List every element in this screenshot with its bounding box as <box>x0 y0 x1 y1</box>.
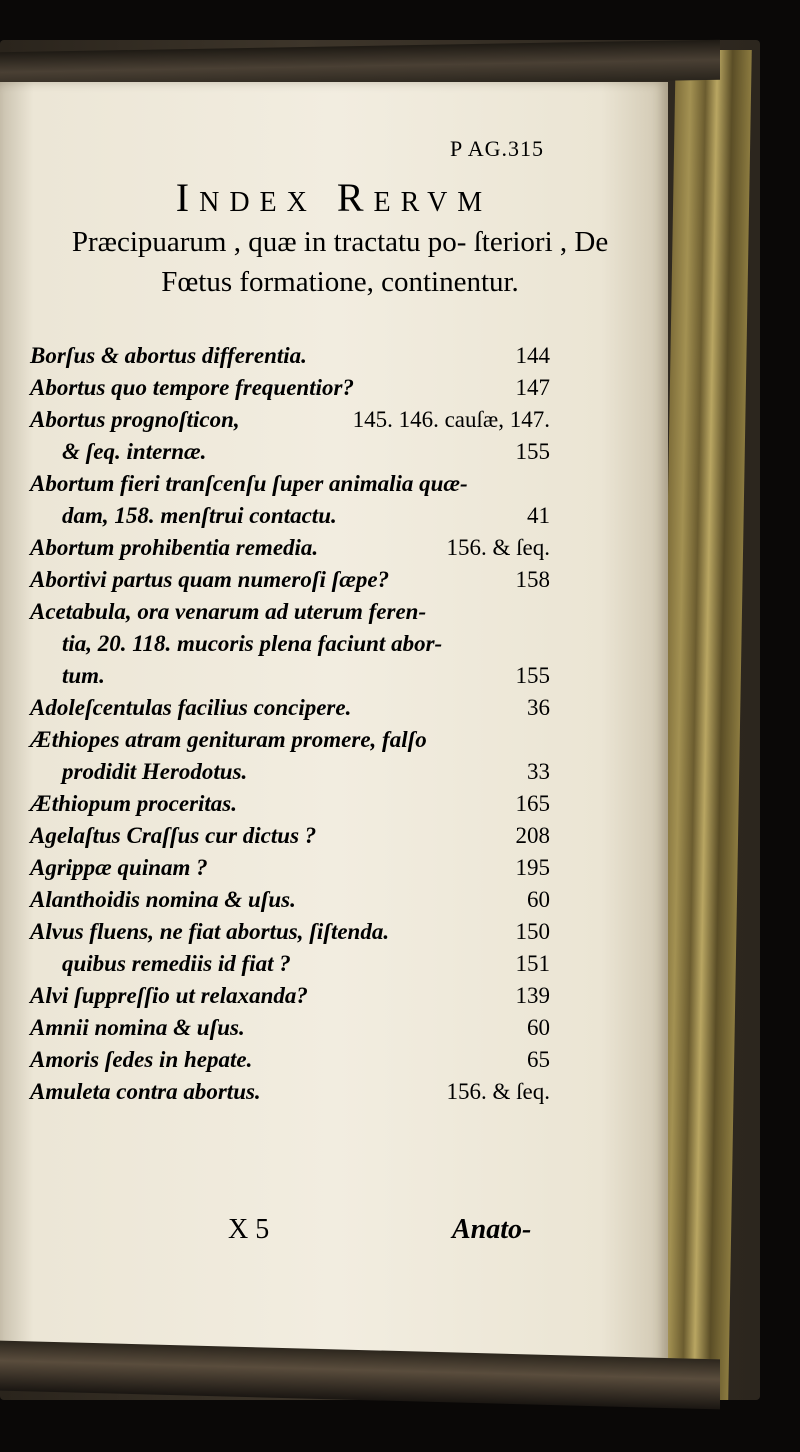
entry-name: Amoris ſedes in hepate. <box>30 1047 253 1072</box>
index-entry <box>30 404 550 468</box>
index-entry <box>30 1044 550 1076</box>
entry-page-ref: 195 <box>515 855 550 880</box>
entry-page-ref: 139 <box>515 983 550 1008</box>
index-entry <box>30 884 550 916</box>
entry-page-ref: 33 <box>527 759 550 784</box>
index-entry <box>30 852 550 884</box>
index-entry <box>30 916 550 948</box>
entry-name: Alvus fluens, ne fiat abortus, ſiſtenda. <box>30 919 390 944</box>
entry-page-ref: 41 <box>527 503 550 528</box>
entry-page-ref: 165 <box>515 791 550 816</box>
entry-name: Æthiopes atram genituram promere, falſo <box>30 727 427 752</box>
entry-page-ref: 60 <box>527 1015 550 1040</box>
entry-page-ref: 145. 146. cauſæ, 147. <box>352 407 550 432</box>
index-entry <box>30 948 550 980</box>
entry-page-ref: 208 <box>515 823 550 848</box>
entry-name: Abortus quo tempore frequentior? <box>30 375 354 400</box>
entry-page-ref: 155 <box>515 439 550 464</box>
index-entry <box>30 980 550 1012</box>
entry-name: Agrippæ quinam ? <box>30 855 208 880</box>
index-entry <box>30 1076 550 1108</box>
entry-page-ref: 151 <box>515 951 550 976</box>
index-entry <box>30 372 550 404</box>
entry-name: Alanthoidis nomina & uſus. <box>30 887 296 912</box>
index-entry <box>30 468 550 532</box>
entry-name: Alvi ſuppreſſio ut relaxanda? <box>30 983 308 1008</box>
index-entry <box>30 788 550 820</box>
entry-name: Agelaſtus Craſſus cur dictus ? <box>30 823 317 848</box>
entry-name: Amnii nomina & uſus. <box>30 1015 245 1040</box>
index-entry <box>30 340 550 372</box>
entry-page-ref: 144 <box>515 343 550 368</box>
entry-page-ref: 158 <box>515 567 550 592</box>
entry-continuation <box>30 436 550 468</box>
signature-mark: X 5 <box>228 1214 270 1245</box>
entry-name: Borſus & abortus differentia. <box>30 343 307 368</box>
entry-page-ref: 150 <box>515 919 550 944</box>
entry-name: Adoleſcentulas facilius concipere. <box>30 695 352 720</box>
entry-continuation-text: prodidit Herodotus. <box>62 759 248 784</box>
entry-continuation-text: tum. <box>62 663 105 688</box>
entry-continuation <box>30 628 550 660</box>
index-entry <box>30 1012 550 1044</box>
entry-continuation <box>30 756 550 788</box>
entry-page-ref: 65 <box>527 1047 550 1072</box>
entry-continuation-text: dam, 158. menſtrui contactu. <box>62 503 337 528</box>
entry-continuation-text: & ſeq. internæ. <box>62 439 207 464</box>
entry-name: Abortus prognoſticon, <box>30 407 240 432</box>
entry-name: Acetabula, ora venarum ad uterum feren- <box>30 599 427 624</box>
index-entry <box>30 532 550 564</box>
entry-continuation <box>30 500 550 532</box>
index-entry <box>30 692 550 724</box>
index-entry <box>30 724 550 788</box>
entry-name: Æthiopum proceritas. <box>30 791 238 816</box>
entry-page-ref: 155 <box>515 663 550 688</box>
entry-page-ref: 156. & ſeq. <box>446 535 550 560</box>
entry-name: Abortivi partus quam numeroſi ſæpe? <box>30 567 390 592</box>
index-entries <box>30 340 550 1108</box>
entry-name: Abortum prohibentia remedia. <box>30 535 319 560</box>
index-entry <box>30 564 550 596</box>
index-subtitle: Præcipuarum , quæ in tractatu po- ſteriori , De Fœtus formatione, continentur. <box>71 226 609 298</box>
entry-page-ref: 36 <box>527 695 550 720</box>
entry-name: Abortum fieri tranſcenſu ſuper animalia quæ- <box>30 471 468 496</box>
index-entry <box>30 820 550 852</box>
entry-page-ref: 60 <box>527 887 550 912</box>
entry-name: Amuleta contra abortus. <box>30 1079 261 1104</box>
entry-continuation <box>30 660 550 692</box>
entry-page-ref: 156. & ſeq. <box>446 1079 550 1104</box>
entry-continuation-text: tia, 20. 118. mucoris plena faciunt abor- <box>62 631 443 656</box>
entry-page-ref: 147 <box>515 375 550 400</box>
index-heading: Index Rervm <box>175 175 493 220</box>
book-page <box>0 82 668 1372</box>
page-number: P AG.315 <box>450 136 544 161</box>
index-entry <box>30 596 550 692</box>
entry-name: quibus remediis id fiat ? <box>62 951 291 976</box>
catchword: Anato- <box>452 1214 532 1245</box>
